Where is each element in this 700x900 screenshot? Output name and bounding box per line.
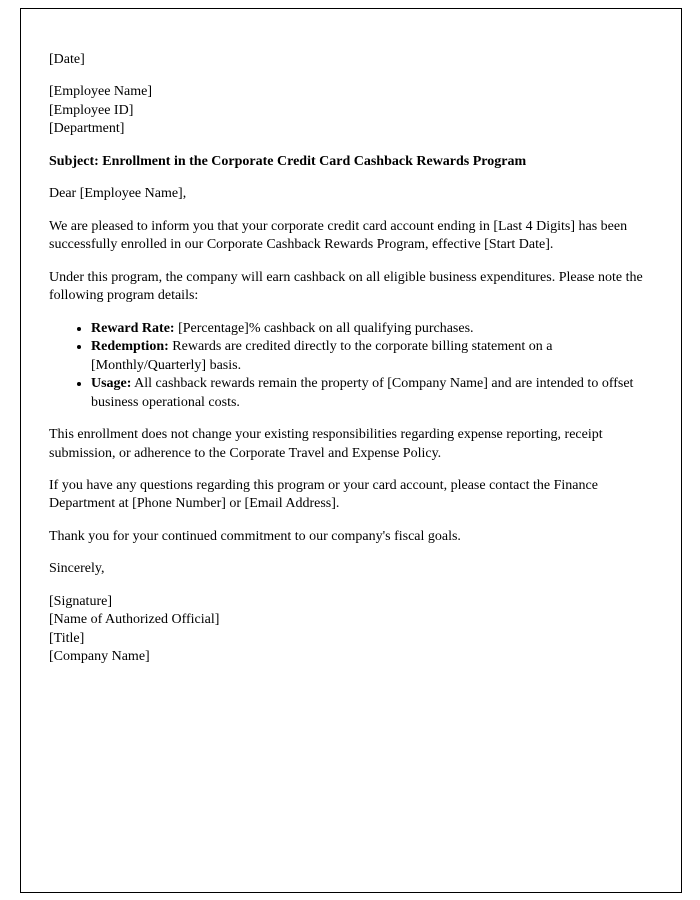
list-item-redemption [91,338,653,375]
recipient-department: [Department] [49,121,125,137]
bullet-text: Rewards are credited directly to the corporate billing statement on a [Monthly/Quarterly] basis. [91,339,553,373]
program-details-list [49,320,653,412]
paragraph-contact: If you have any questions regarding this program or your card account, please contact the Finance Department at [Phone Number] or [Email Address]. [49,477,598,512]
paragraph-enrollment: We are pleased to inform you that your corporate credit card account ending in [Last 4 Digits] has been successfully enrolled in our Corporate Cashback Rewards Program, effective [Start Date]. [49,218,628,253]
bullet-text: [Percentage]% cashback on all qualifying purchases. [174,320,474,336]
list-item-usage [91,375,653,412]
paragraph-thanks: Thank you for your continued commitment to our company's fiscal goals. [49,528,461,544]
official-title: [Title] [49,630,85,646]
recipient-name: [Employee Name] [49,84,153,100]
closing: Sincerely, [49,561,105,577]
signature-block [49,593,653,667]
paragraph-program-details: Under this program, the company will earn cashback on all eligible business expenditures. Please note the following program details: [49,269,643,304]
letter-page [20,8,682,893]
signature-placeholder: [Signature] [49,593,112,609]
paragraph-responsibilities: This enrollment does not change your existing responsibilities regarding expense reporting, receipt submission, or adherence to the Corporate Travel and Expense Policy. [49,427,603,461]
recipient-id: [Employee ID] [49,102,134,118]
date-line: [Date] [49,52,85,67]
bullet-label: Reward Rate: [91,320,175,336]
subject-line: Subject: Enrollment in the Corporate Credit Card Cashback Rewards Program [49,153,527,169]
salutation: Dear [Employee Name], [49,186,187,202]
official-name: [Name of Authorized Official] [49,612,220,628]
bullet-label: Usage: [91,376,132,392]
bullet-text: All cashback rewards remain the property of [Company Name] and are intended to offset business operational costs. [91,376,634,410]
company-name: [Company Name] [49,649,150,665]
recipient-block [49,83,653,138]
list-item-reward-rate [91,320,653,338]
bullet-label: Redemption: [91,339,169,355]
